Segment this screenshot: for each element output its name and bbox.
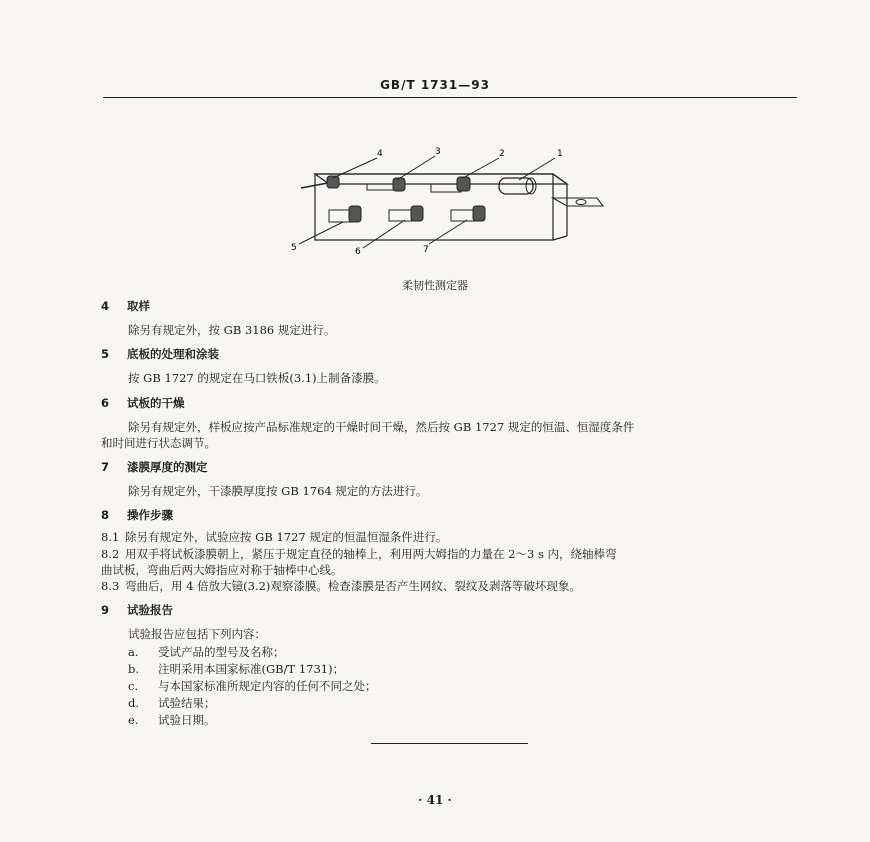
figure-label-7: 7	[423, 245, 429, 255]
list-item	[128, 661, 344, 677]
list-item	[128, 712, 216, 728]
section-number: 7	[101, 460, 110, 474]
subsection-8-3	[101, 578, 581, 594]
section-4-body: 除另有规定外，按 GB 3186 规定进行。	[128, 323, 336, 337]
list-item-text: 注明采用本国家标准(GB/T 1731)；	[158, 662, 345, 676]
flexibility-tester-figure	[285, 140, 615, 260]
section-6-body-line1: 除另有规定外，样板应按产品标准规定的干燥时间干燥，然后按 GB 1727 规定的恒温、恒湿度条件	[128, 420, 635, 434]
section-6-heading	[101, 395, 185, 411]
list-item-label: e.	[128, 713, 139, 727]
list-item-text: 试验日期。	[158, 713, 216, 727]
rod-5	[329, 206, 361, 222]
section-number: 5	[101, 347, 110, 361]
figure-label-2: 2	[499, 149, 505, 159]
section-number: 6	[101, 396, 110, 410]
section-title: 试验报告	[127, 603, 173, 617]
rod-3	[367, 178, 405, 191]
list-item	[128, 695, 216, 711]
list-item-text: 试验结果；	[158, 696, 216, 710]
subsection-text: 用双手将试板漆膜朝上，紧压于规定直径的轴棒上，利用两大姆指的力量在 2～3 s 内，绕轴棒弯	[125, 547, 617, 561]
figure-label-3: 3	[435, 147, 441, 157]
section-6-body-line2: 和时间进行状态调节。	[101, 436, 216, 450]
section-5-heading	[101, 346, 219, 362]
list-item-label: b.	[128, 662, 140, 676]
section-title: 操作步骤	[127, 508, 173, 522]
figure-label-4: 4	[377, 149, 383, 159]
subsection-number: 8.3	[101, 579, 120, 593]
rod-1	[499, 178, 536, 194]
section-4-heading	[101, 298, 150, 314]
subsection-text: 除另有规定外，试验应按 GB 1727 规定的恒温恒湿条件进行。	[125, 530, 448, 544]
section-title: 取样	[127, 299, 150, 313]
subsection-8-2	[101, 546, 617, 562]
list-item-label: a.	[128, 645, 139, 659]
mounting-foot	[553, 198, 603, 206]
list-item-label: c.	[128, 679, 139, 693]
section-7-heading	[101, 459, 208, 475]
figure-label-1: 1	[557, 149, 563, 159]
list-item-text: 受试产品的型号及名称；	[158, 645, 285, 659]
list-item	[128, 644, 285, 660]
rod-7	[451, 206, 485, 221]
standard-header: GB/T 1731—93	[380, 78, 490, 92]
rod-2	[431, 177, 470, 192]
subsection-number: 8.2	[101, 547, 120, 561]
figure-label-5: 5	[291, 243, 297, 253]
figure-label-6: 6	[355, 247, 361, 257]
subsection-8-2-continued: 曲试板，弯曲后两大姆指应对称于轴棒中心线。	[101, 563, 343, 577]
subsection-number: 8.1	[101, 530, 120, 544]
section-5-body: 按 GB 1727 的规定在马口铁板(3.1)上制备漆膜。	[128, 371, 386, 385]
section-8-heading	[101, 507, 173, 523]
section-7-body: 除另有规定外，干漆膜厚度按 GB 1764 规定的方法进行。	[128, 484, 428, 498]
section-title: 试板的干燥	[127, 396, 185, 410]
end-rule	[371, 743, 528, 744]
list-item-text: 与本国家标准所规定内容的任何不同之处；	[158, 679, 377, 693]
section-number: 8	[101, 508, 110, 522]
section-title: 底板的处理和涂装	[127, 347, 219, 361]
section-9-intro: 试验报告应包括下列内容：	[128, 627, 266, 641]
section-number: 9	[101, 603, 110, 617]
figure-caption: 柔韧性测定器	[402, 279, 468, 292]
section-number: 4	[101, 299, 110, 313]
subsection-8-1	[101, 529, 447, 545]
subsection-text: 弯曲后，用 4 倍放大镜(3.2)观察漆膜。检查漆膜是否产生网纹、裂纹及剥落等破坏现象。	[125, 579, 581, 593]
header-rule	[103, 97, 797, 98]
list-item	[128, 678, 377, 694]
section-title: 漆膜厚度的测定	[127, 460, 208, 474]
list-item-label: d.	[128, 696, 140, 710]
section-9-heading	[101, 602, 173, 618]
rod-6	[389, 206, 423, 221]
page-number: · 41 ·	[418, 793, 452, 807]
